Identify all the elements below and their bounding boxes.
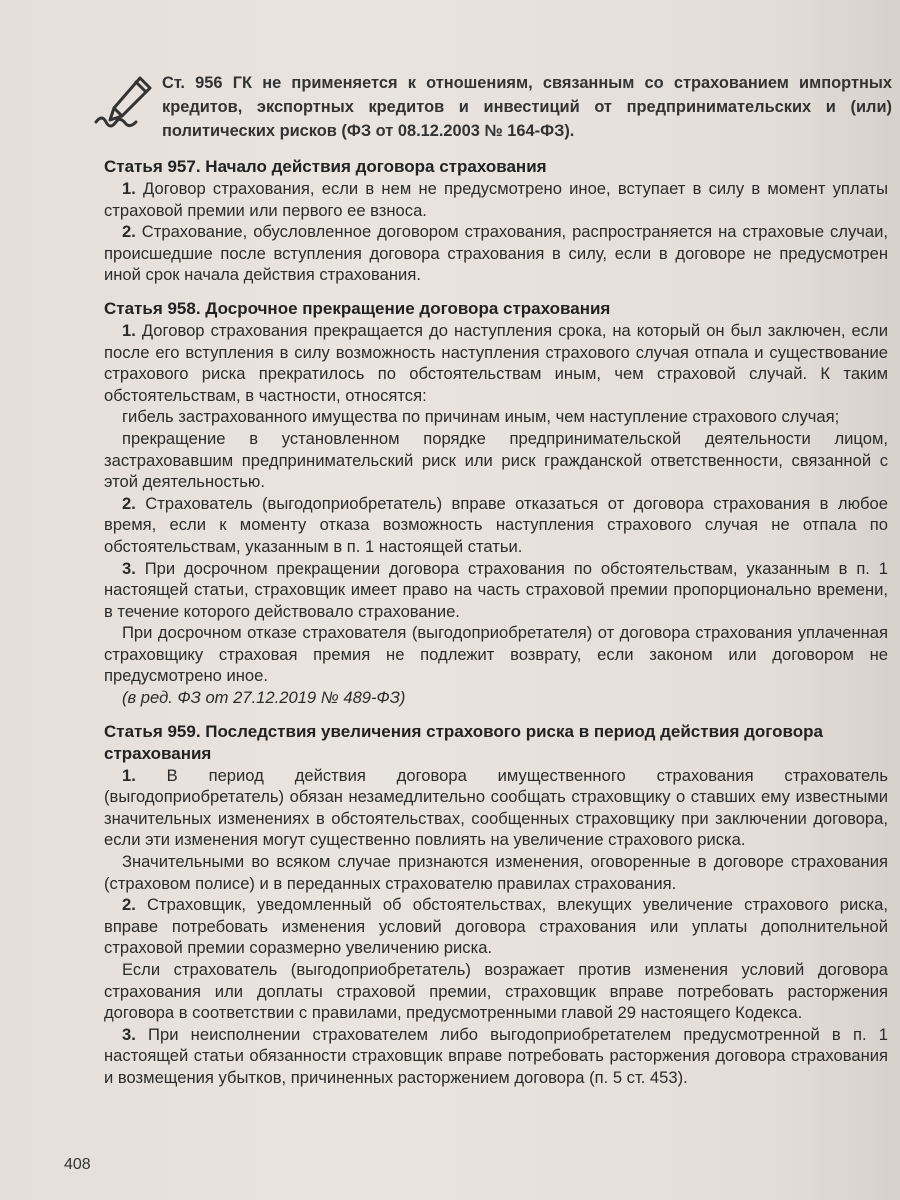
amendment-note: (в ред. ФЗ от 27.12.2019 № 489-ФЗ) bbox=[122, 688, 406, 708]
paragraph: При досрочном отказе страхователя (выгодоприобретателя) от договора страхования уплаченная страховщику страховая премия не подлежит возврату, если законом или договором не предусмотрено иное. bbox=[104, 623, 888, 686]
paragraph: 3. При досрочном прекращении договора страхования по обстоятельствам, указанным в п. 1 настоящей статьи, страховщик имеет право на часть страховой премии пропорционально времени, в течение которого действовало страхование. bbox=[104, 558, 888, 621]
paragraph: 1. В период действия договора имущественного страхования страхователь (выгодоприобретатель) обязан незамедлительно сообщать страховщику о ставших ему известными значительных изменениях в обстоятельствах, сообщенных страховщику при заключении договора, если эти изменения могут существенно повлиять на увеличение страхового риска. bbox=[104, 765, 888, 850]
article-958 bbox=[104, 298, 888, 709]
article-959-title: Статья 959. Последствия увеличения страхового риска в период действия договора страхования bbox=[104, 721, 823, 763]
article-957 bbox=[104, 156, 888, 286]
page-number: 408 bbox=[64, 1156, 91, 1173]
paragraph: 1. Договор страхования, если в нем не предусмотрено иное, вступает в силу в момент уплаты страховой премии или первого ее взноса. bbox=[104, 179, 888, 220]
note-block bbox=[92, 70, 892, 143]
note-text: Ст. 956 ГК не применяется к отношениям, связанным со страхованием импортных кредитов, экспортных кредитов и инвестиций от предпринимательских и (или) политических рисков (ФЗ от 08.12.2003 № 164-ФЗ). bbox=[162, 74, 892, 140]
paragraph: 2. Страхователь (выгодоприобретатель) вправе отказаться от договора страхования в любое время, если к моменту отказа возможность наступления страхового случая не отпала по обстоятельствам, указанным в п. 1 настоящей статьи. bbox=[104, 493, 888, 556]
paragraph: 1. Договор страхования прекращается до наступления срока, на который он был заключен, если после его вступления в силу возможность наступления страхового случая отпала и существование страхового риска прекратилось по обстоятельствам иным, чем страховой случай. К таким обстоятельствам, в частности, относятся: bbox=[104, 320, 888, 405]
paragraph: прекращение в установленном порядке предпринимательской деятельности лицом, застраховавшим предпринимательский риск или риск гражданской ответственности, связанной с этой деятельностью. bbox=[104, 428, 888, 492]
paragraph: 2. Страховщик, уведомленный об обстоятельствах, влекущих увеличение страхового риска, вправе потребовать изменения условий договора страхования или уплаты дополнительной страховой премии соразмерно увеличению риска. bbox=[104, 895, 888, 958]
article-958-title: Статья 958. Досрочное прекращение договора страхования bbox=[104, 298, 611, 318]
paragraph: 2. Страхование, обусловленное договором страхования, распространяется на страховые случаи, происшедшие после вступления договора страхования в силу, если в договоре не предусмотрен иной срок начала действия страхования. bbox=[104, 222, 888, 285]
paragraph: Значительными во всяком случае признаются изменения, оговоренные в договоре страхования (страховом полисе) и в переданных страхователю правилах страхования. bbox=[104, 852, 888, 893]
article-959 bbox=[104, 721, 888, 1089]
paragraph: 3. При неисполнении страхователем либо выгодоприобретателем предусмотренной в п. 1 настоящей статьи обязанности страховщик вправе потребовать расторжения договора страхования и возмещения убытков, причиненных расторжением договора (п. 5 ст. 453). bbox=[104, 1024, 888, 1087]
paragraph: гибель застрахованного имущества по причинам иным, чем наступление страхового случая; bbox=[122, 407, 840, 427]
paragraph: Если страхователь (выгодоприобретатель) возражает против изменения условий договора страхования или доплаты страховой премии, страховщик вправе потребовать расторжения договора в соответствии с правилами, предусмотренными главой 29 настоящего Кодекса. bbox=[104, 960, 888, 1023]
pencil-icon bbox=[92, 72, 162, 134]
article-957-title: Статья 957. Начало действия договора страхования bbox=[104, 157, 547, 176]
main-content bbox=[104, 156, 888, 1101]
